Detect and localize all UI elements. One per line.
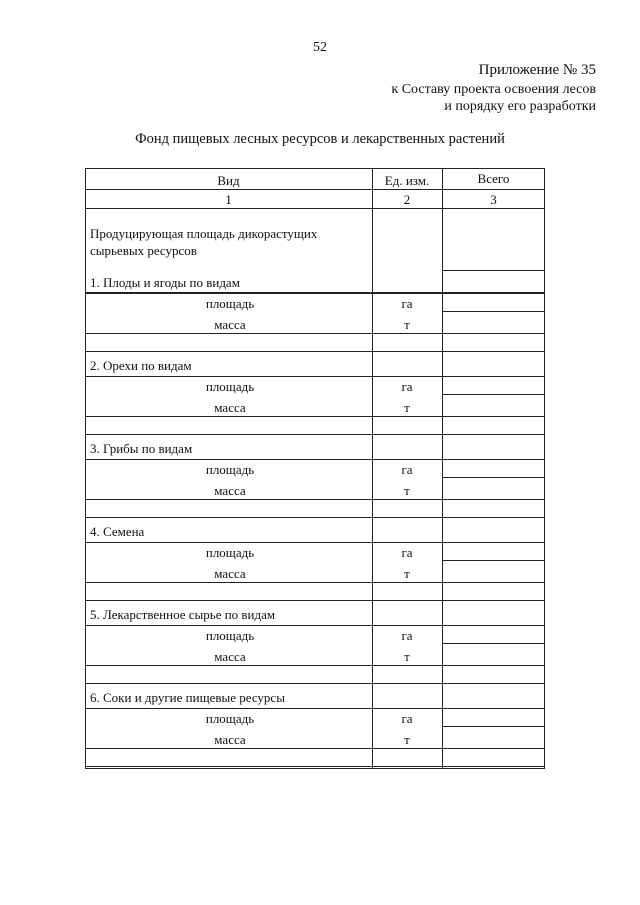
area-unit: га	[401, 296, 413, 311]
mass-label: масса	[214, 566, 246, 581]
mass-label: масса	[214, 317, 246, 332]
mass-unit: т	[404, 317, 410, 332]
appendix-number: Приложение № 35	[478, 62, 596, 78]
mass-line	[85, 333, 545, 334]
intro-line-2: сырьевых ресурсов	[90, 243, 197, 258]
page-number: 52	[313, 40, 327, 55]
area-label: площадь	[205, 462, 255, 477]
blank-row-line	[85, 600, 545, 601]
area-unit: га	[401, 545, 413, 560]
section-title: 2. Орехи по видам	[90, 358, 192, 373]
area-label: площадь	[205, 545, 255, 560]
mass-label: масса	[214, 732, 246, 747]
header-unit: Ед. изм.	[384, 173, 430, 188]
area-total-line	[442, 643, 545, 644]
header-kind: Вид	[217, 173, 240, 188]
intro-line-1: Продуцирующая площадь дикорастущих	[90, 226, 318, 241]
section-title-line	[85, 376, 545, 377]
blank-row-line	[85, 351, 545, 352]
section-title: 6. Соки и другие пищевые ресурсы	[90, 690, 285, 705]
area-total-line	[442, 311, 545, 312]
column-divider-2	[442, 168, 443, 769]
mass-label: масса	[214, 483, 246, 498]
area-label: площадь	[205, 379, 255, 394]
section-title-line	[85, 459, 545, 460]
mass-unit: т	[404, 483, 410, 498]
mass-line	[85, 499, 545, 500]
appendix-line-2: к Составу проекта освоения лесов	[391, 82, 596, 97]
header-bottom-line	[85, 208, 545, 209]
section-title: 3. Грибы по видам	[90, 441, 193, 456]
appendix-line-3: и порядку его разработки	[444, 99, 596, 114]
section-title-line	[85, 293, 545, 294]
blank-row-line	[85, 517, 545, 518]
col-number-1: 1	[225, 192, 232, 207]
col-number-3: 3	[490, 192, 497, 207]
section-title-line	[85, 625, 545, 626]
mass-line	[85, 416, 545, 417]
blank-row-line	[85, 683, 545, 684]
area-label: площадь	[205, 296, 255, 311]
header-total: Всего	[477, 171, 510, 186]
area-unit: га	[401, 462, 413, 477]
header-top-line	[85, 189, 545, 190]
mass-unit: т	[404, 566, 410, 581]
mass-unit: т	[404, 400, 410, 415]
section-title-line	[85, 542, 545, 543]
section-title: 4. Семена	[90, 524, 145, 539]
section-title: 1. Плоды и ягоды по видам	[90, 275, 240, 290]
section-title-line	[85, 708, 545, 709]
area-unit: га	[401, 628, 413, 643]
mass-label: масса	[214, 649, 246, 664]
mass-line	[85, 748, 545, 749]
blank-row-line	[85, 434, 545, 435]
mass-unit: т	[404, 649, 410, 664]
mass-label: масса	[214, 400, 246, 415]
area-total-line	[442, 726, 545, 727]
area-total-line	[442, 560, 545, 561]
area-total-line	[442, 394, 545, 395]
col-number-2: 2	[403, 192, 411, 207]
document-title: Фонд пищевых лесных ресурсов и лекарственных растений	[135, 131, 505, 147]
area-unit: га	[401, 379, 413, 394]
area-label: площадь	[205, 711, 255, 726]
mass-line	[85, 665, 545, 666]
mass-line	[85, 582, 545, 583]
area-label: площадь	[205, 628, 255, 643]
section-title: 5. Лекарственное сырье по видам	[90, 607, 276, 622]
blank-row-line	[85, 766, 545, 767]
area-total-line	[442, 477, 545, 478]
intro-total-line	[442, 270, 545, 271]
area-unit: га	[401, 711, 413, 726]
mass-unit: т	[404, 732, 410, 747]
